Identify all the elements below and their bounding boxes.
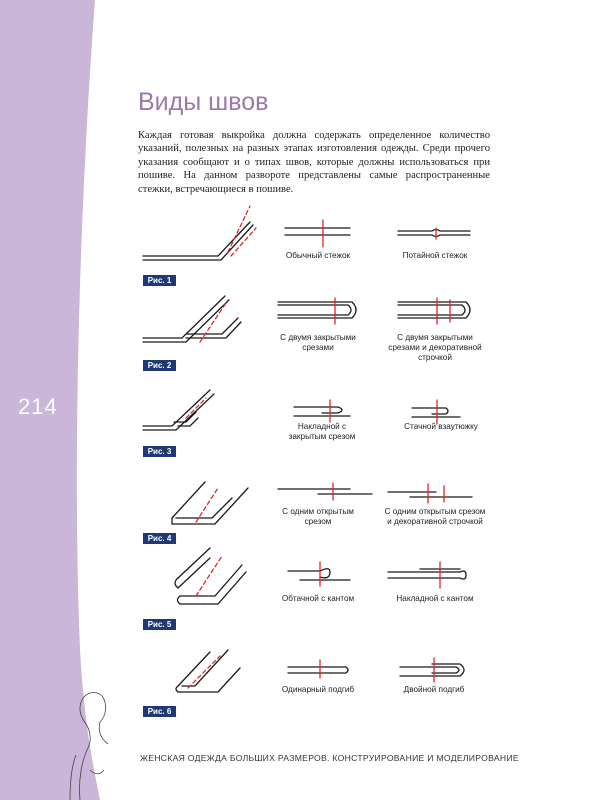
page-number: 214 xyxy=(18,394,58,419)
seam-caption: Стачной взаутюжку xyxy=(404,422,478,431)
seam-caption: С двумя закрытыми срезами и декоративной строчкой xyxy=(388,333,482,362)
fig2-two-closed-edges-decorative xyxy=(398,298,470,324)
seam-caption: С двумя закрытыми срезами xyxy=(280,333,356,352)
fig5-faced-with-piping xyxy=(288,562,350,586)
figure-label: Рис. 5 xyxy=(143,619,176,630)
seam-caption: Потайной стежок xyxy=(402,251,468,260)
running-footer: ЖЕНСКАЯ ОДЕЖДА БОЛЬШИХ РАЗМЕРОВ. КОНСТРУИРОВАНИЕ И МОДЕЛИРОВАНИЕ xyxy=(140,753,519,763)
seam-caption: Накладной с кантом xyxy=(396,594,474,603)
fig3-lap-seam xyxy=(412,400,460,424)
fig1-main-diagram xyxy=(143,206,256,260)
fig2-main-diagram xyxy=(143,296,241,342)
fig4-main-diagram xyxy=(172,482,248,524)
fig6-single-hem xyxy=(288,660,348,678)
seam-caption: С одним открытым срезом xyxy=(282,507,354,526)
figure-label: Рис. 2 xyxy=(143,360,176,371)
page-title: Виды швов xyxy=(138,88,269,116)
fig6-double-hem xyxy=(400,658,464,682)
seam-caption: Одинарный подгиб xyxy=(281,685,355,694)
fig3-lap-closed-edge xyxy=(294,400,350,422)
fig4-one-open-edge xyxy=(278,483,372,500)
seam-caption: Накладной с закрытым срезом xyxy=(288,422,356,441)
fig4-one-open-edge-decorative xyxy=(388,484,472,503)
seam-caption: Обтачной с кантом xyxy=(281,594,355,603)
seam-caption: Двойной подгиб xyxy=(403,685,465,694)
figure-label: Рис. 4 xyxy=(143,533,176,544)
fig1-blind-stitch xyxy=(398,228,470,239)
fig3-main-diagram xyxy=(143,390,214,430)
intro-paragraph: Каждая готовая выкройка должна содержать определенное количество указаний, полезных на разных этапах изготовления одежды. Среди прочего указания сообщают и о типах швов, которые должны использоваться при пошиве. На данном развороте представлены самые распространенные стежки, встречающиеся в пошиве. xyxy=(138,130,490,195)
fig5-lap-with-piping xyxy=(388,562,466,588)
fig5-main-diagram xyxy=(175,548,246,604)
fig1-plain-stitch xyxy=(285,220,350,247)
fig2-two-closed-edges xyxy=(278,298,356,324)
figure-label: Рис. 6 xyxy=(143,706,176,717)
figure-label: Рис. 3 xyxy=(143,446,176,457)
seam-caption: Обычный стежок xyxy=(285,251,351,260)
seam-caption: С одним открытым срезом и декоративной строчкой xyxy=(384,507,486,526)
figure-label: Рис. 1 xyxy=(143,275,176,286)
fig6-main-diagram xyxy=(176,650,240,692)
